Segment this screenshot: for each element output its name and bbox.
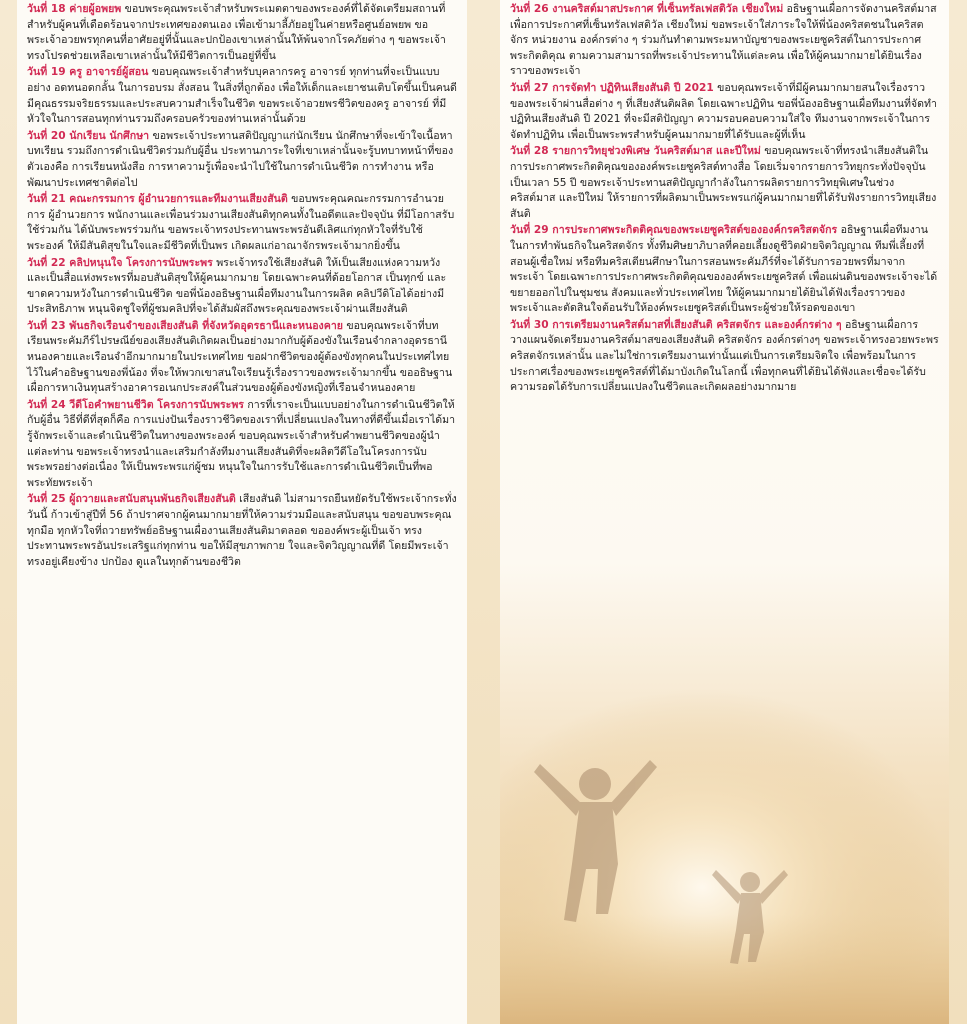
prayer-entry-day-24: [27, 398, 457, 492]
entry-heading: วันที่ 29 การประกาศพระกิตติคุณของพระเยซูคริสต์ขององค์กรคริสตจักร: [510, 224, 838, 237]
entry-body: อธิษฐานเผื่อการวางแผนจัดเตรียมงานคริสต์มาสของเสียงสันติ คริสตจักร องค์กรต่างๆ ขอพระเจ้าทรงอวยพระพรคริสตจักรเหล่านั้น และไม่ใช่การเตรียมงานเท่านั้นแต่เป็นการเตรียมจิตใจ เพื่อพร้อมในการประกาศเรื่องของพระเยซูคริสต์ที่ได้มาบังเกิดในโลกนี้ เพื่อทุกคนที่ได้ยินได้ฟังและเชื่อจะได้รับความรอดได้รับการเปลี่ยนแปลงในชีวิตและเกิดผลอย่างมากมาย: [510, 318, 939, 394]
entry-body: เสียงสันติ ไม่สามารถยืนหยัดรับใช้พระเจ้ากระทั่งวันนี้ ก้าวเข้าสู่ปีที่ 56 ถ้าปราศจากผู้คนมากมายที่ให้ความร่วมมือและสนับสนุน ขอขอบพระคุณทุกมือ ทุกหัวใจที่ถวายทรัพย์อธิษฐานเผื่องานเสียงสันติมาตลอด ขอองค์พระผู้เป็นเจ้า ทรงประทานพระพรอันประเสริฐแก่ทุกท่าน ขอให้มีสุขภาพกาย ใจและจิตวิญญาณที่ดี โดยมีพระเจ้าทรงอยู่เคียงข้าง ปกป้อง ดูแลในทุกด้านของชีวิต: [27, 493, 457, 568]
prayer-entry-day-18: [27, 2, 457, 64]
jumping-people-photo: [500, 664, 949, 1024]
prayer-entry-day-21: [27, 192, 457, 254]
right-column: [500, 0, 949, 1024]
entry-heading: วันที่ 26 งานคริสต์มาสประกาศ ที่เซ็นทรัลเฟสติวัล เชียงใหม่: [510, 3, 784, 15]
entry-heading: วันที่ 21 คณะกรรมการ ผู้อำนวยการและทีมงานเสียงสันติ: [27, 193, 288, 206]
entry-heading: วันที่ 19 ครู อาจารย์ผู้สอน: [27, 66, 149, 79]
entry-heading: วันที่ 24 วีดีโอคำพยานชีวิต โครงการนับพระพร: [27, 398, 244, 411]
entry-heading: วันที่ 18 ค่ายผู้อพยพ: [27, 3, 122, 15]
entry-heading: วันที่ 25 ผู้ถวายและสนับสนุนพันธกิจเสียงสันติ: [27, 493, 236, 506]
entry-body: ขอบคุณพระเจ้าที่มีผู้คนมากมายสนใจเรื่องราวของพระเจ้าผ่านสื่อต่าง ๆ ที่เสียงสันติผลิต โดยเฉพาะปฏิทิน ขอพี่น้องอธิษฐานเผื่อทีมงานที่จัดทำปฏิทินเสียงสันติ ปี 2021 ที่จะมีสติปัญญา ความรอบคอบความใส่ใจ ทีมงานจากพระเจ้าในการจัดทำปฏิทิน เพื่อเป็นพระพรสำหรับผู้คนมากมายที่ได้รับและผู้ที่เห็น: [510, 81, 937, 141]
entry-heading: วันที่ 30 การเตรียมงานคริสต์มาสที่เสียงสันติ คริสตจักร และองค์กรต่าง ๆ: [510, 318, 842, 331]
prayer-entry-day-23: [27, 319, 457, 397]
entry-body: อธิษฐานเผื่อการจัดงานคริสต์มาสเพื่อการประกาศที่เซ็นทรัลเฟสติวัล เชียงใหม่ ขอพระเจ้าใส่ภาระใจให้พี่น้องคริสตชนในคริสตจักร หน่วยงาน องค์กรต่าง ๆ ร่วมกันทำตามพระมหาบัญชาของพระเยซูคริสต์ในการประกาศพระกิตติคุณ ตามความสามารถที่พระเจ้าประทานให้แต่ละคน เพื่อให้ผู้คนมากมายได้ยินเรื่องราวของพระเจ้า: [510, 3, 937, 78]
entry-heading: วันที่ 28 รายการวิทยุช่วงพิเศษ วันคริสต์มาส และปีใหม่: [510, 145, 761, 158]
prayer-entry-day-30: [510, 318, 939, 396]
entry-body: ขอบคุณพระเจ้าที่ทรงนำเสียงสันติในการประกาศพระกิตติคุณขององค์พระเยซูคริสต์ทางสื่อ โดยเริ่มจากรายการวิทยุกระทั่งปัจจุบันเป็นเวลา 55 ปี ขอพระเจ้าประทานสติปัญญากำลังในการผลิตรายการวิทยุพิเศษในช่วงคริสต์มาส และปีใหม่ ให้รายการที่ผลิตมาเป็นพระพรแก่ผู้คนมากมายที่ได้รับฟังรายการวิทยุเสียงสันติ: [510, 145, 937, 220]
entry-body: ขอพระเจ้าประทานสติปัญญาแก่นักเรียน นักศึกษาที่จะเข้าใจเนื้อหา บทเรียน รวมถึงการดำเนินชีวิตร่วมกับผู้อื่น ประทานภาระใจที่เขาเหล่านั้นจะรู้บทบาทหน้าที่ของตัวเองคือ การเรียนหนังสือ การหาความรู้เพื่อจะนำไปใช้ในการดำเนินชีวิต การทำงาน หรือพัฒนาประเทศชาติต่อไป: [27, 129, 454, 189]
entry-body: ขอบพระคุณคณะกรรมการอำนวยการ ผู้อำนวยการ พนักงานและเพื่อนร่วมงานเสียงสันติทุกคนทั้งในอดีตและปัจจุบัน ที่มีโอกาสรับใช้ร่วมกัน ได้นับพระพรร่วมกัน ขอพระเจ้าทรงประทานพระพรอันดีเลิศแก่ทุกหัวใจที่รับใช้พระองค์ ให้มีสันติสุขในใจและมีชีวิตที่เป็นพร เกิดผลแก่อาณาจักรพระเจ้ามากยิ่งขึ้น: [27, 193, 455, 252]
entry-heading: วันที่ 27 การจัดทำ ปฏิทินเสียงสันติ ปี 2021: [510, 81, 714, 94]
entry-body: อธิษฐานเผื่อทีมงานในการทำพันธกิจในคริสตจักร ทั้งทีมศิษยาภิบาลที่คอยเลี้ยงดูชีวิตฝ่ายจิตวิญญาณ ทีมพี่เลี้ยงที่สอนผู้เชื่อใหม่ หรือทีมคริสเตียนศึกษาในการสอนพระคัมภีร์ที่จะได้รับการอวยพรที่มาจากพระเจ้า โดยเฉพาะการประกาศพระกิตติคุณขององค์พระเยซูคริสต์ เพื่อแผ่นดินของพระเจ้าจะได้ขยายออกไปในชุมชน สังคมและทั่วประเทศไทย ให้ผู้คนมากมายได้ยินได้ฟังเรื่องราวของพระเจ้าและตัดสินใจต้อนรับให้องค์พระเยซูคริสต์เป็นพระผู้ช่วยให้รอดของเขา: [510, 224, 938, 315]
entry-heading: วันที่ 22 คลิปหนุนใจ โครงการนับพระพร: [27, 256, 213, 269]
entry-heading: วันที่ 23 พันธกิจเรือนจำของเสียงสันติ ที่จังหวัดอุดรธานีและหนองคาย: [27, 319, 343, 332]
entry-body: ขอบพระคุณพระเจ้าสำหรับพระเมตตาของพระองค์ที่ได้จัดเตรียมสถานที่สำหรับผู้คนที่เดือดร้อนจากประเทศของตนเอง เพื่อเข้ามาลี้ภัยอยู่ในค่ายหรือศูนย์อพยพ ขอพระเจ้าอวยพรทุกคนที่อาศัยอยู่ที่นั้นและปกป้องเขาเหล่านั้นให้พ้นจากโรคภัยต่าง ๆ ขอพระเจ้าทรงโปรดช่วยเหลือเขาเหล่านั้นให้มีชีวิตการเป็นอยู่ที่ขึ้น: [27, 3, 446, 62]
prayer-entry-day-27: [510, 81, 939, 143]
prayer-entry-day-20: [27, 129, 457, 191]
prayer-entry-day-26: [510, 2, 939, 80]
prayer-entry-day-25: [27, 492, 457, 570]
entry-heading: วันที่ 20 นักเรียน นักศึกษา: [27, 129, 150, 142]
prayer-entry-day-28: [510, 144, 939, 222]
entry-body: พระเจ้าทรงใช้เสียงสันติ ให้เป็นเสียงแห่งความหวัง และเป็นสื่อแห่งพระพรที่มอบสันติสุขให้ผู้คนมากมาย โดยเฉพาะคนที่ด้อยโอกาส เป็นทุกข์ และขาดความหวังในการดำเนินชีวิต ขอพี่น้องอธิษฐานเผื่อทีมงานในการผลิต คลิปวีดิโอได้อย่างมีประสิทธิภาพ หนุนจิตชูใจที่ผู้ชมคลิปที่จะได้สัมผัสถึงพระคุณของพระเจ้าผ่านเสียงสันติ: [27, 256, 447, 316]
entry-body: การที่เราจะเป็นแบบอย่างในการดำเนินชีวิตให้กับผู้อื่น วิธีที่ดีที่สุดก็คือ การแบ่งปันเรื่องราวชีวิตของเราที่เปลี่ยนแปลงในทางที่ดีขึ้นเมื่อเราได้มารู้จักพระเจ้าและดำเนินชีวิตในทางของพระองค์ ขอบคุณพระเจ้าสำหรับคำพยานชีวิตของผู้นำแต่ละท่าน ขอพระเจ้าทรงนำและเสริมกำลังทีมงานเสียงสันติที่จะผลิตวีดีโอในโครงการนับพระพรอย่างต่อเนื่อง ให้เป็นพระพรแก่ผู้ชม หนุนใจในการรับใช้และการดำเนินชีวิตเป็นที่พอพระทัยพระเจ้า: [27, 398, 456, 489]
prayer-entry-day-22: [27, 256, 457, 318]
left-column: [17, 0, 467, 1024]
entry-body: ขอบคุณพระเจ้าที่บทเรียนพระคัมภีร์ไปรษณีย์ของเสียงสันติเกิดผลเป็นอย่างมากกับผู้ต้องขังในเรือนจำกลางอุดรธานี หนองคายและเรือนจำอีกมากมายในประเทศไทย ขอฝากชีวิตของผู้ต้องขังทุกคนในประเทศไทยไว้ในคำอธิษฐานของพี่น้อง ที่จะให้พวกเขาสนใจเรียนรู้เรื่องราวของพระเจ้ามากขึ้น ขออธิษฐานเผื่อการหาเงินทุนสร้างอาคารอเนกประสงค์ในส่วนของผู้ต้องขังหญิงที่เรือนจำหนองคาย: [27, 319, 453, 395]
prayer-entry-day-29: [510, 223, 939, 317]
prayer-entry-day-19: [27, 65, 457, 127]
entry-body: ขอบคุณพระเจ้าสำหรับบุคลากรครู อาจารย์ ทุกท่านที่จะเป็นแบบอย่าง อดทนอดกลั้น ในการอบรม สั่งสอน ในสิ่งที่ถูกต้อง เพื่อให้เด็กและเยาชนเติบโตขึ้นเป็นคนดี มีคุณธรรมจริยธรรมและประสบความสำเร็จในชีวิต ขอพระเจ้าอวยพรชีวิตของครู อาจารย์ ที่มีหัวใจในการสอนทุกท่านรวมถึงครอบครัวของท่านเหล่านั้นด้วย: [27, 66, 457, 126]
